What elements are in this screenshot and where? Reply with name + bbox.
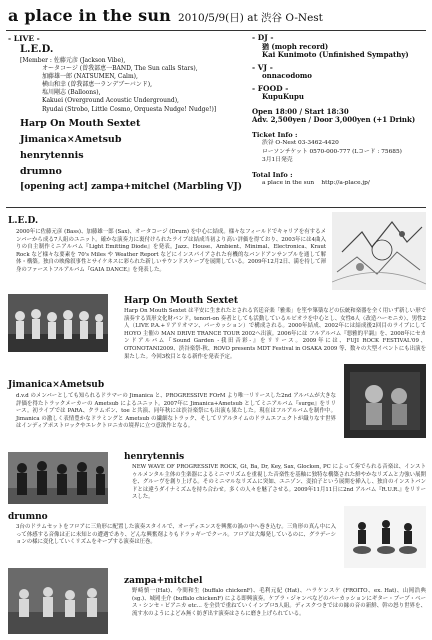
- total-info-heading: Total Info :: [252, 170, 293, 179]
- bio-zampa-title: zampa+mitchel: [124, 576, 203, 586]
- header-rule: [6, 30, 426, 31]
- bio-led-text: 2000年に佐藤元彦 (Bass)、加藤雄一郎 (Sax)、オータコージ (Drum) を中心に結成。様々なフィールドでキャリアを有するメンバーから成る7人組のユニット。確かな演奏力に裏付けられたライブは結成当初より高い評価を得ており、2003年には4曲入りの自主制作ミニアルバム『Light Emitting Diode』を発表。Jazz、House、Ambient、Minimal、Electronica、Kraut Rock など様々な要素を 70's Miles や Weather Report などにインスパイアされた有機的なバンドアンサンブルを通して解体・構築。独自の映像叙事性とサイケネスに彩られた新しいサウンドスケープを展開している。2009年12月2日、満を持して渾身のファーストフルアルバム『GAIA DANCE』を発表した。: [16, 229, 326, 273]
- vj-heading: - VJ -: [252, 62, 273, 72]
- led-photo: [332, 212, 426, 290]
- led-members: [20, 57, 236, 114]
- bio-drumno-text: 3台のドラムセットをフロアに三角形に配置した演奏スタイルで、オーディエンスを興奮の渦の中へ巻き込む。三角形の真ん中に入って体感する音像は正に未知との遭遇であり、どんな興奮剤よりもドラッギーでクール。フロアは大爆発しているのに、グラデーションの様に変化していくリズムをキープする演奏は圧巻。: [16, 524, 336, 546]
- bio-harp-text: Harp On Mouth Sextet は平安に生まれたとされる宮廷音楽「雅楽」を笙や篳篥などの伝統和楽器を全く用いず新しい形で演奏する異形文化財バンド。tenori-on 奏者としても活動しているルビオラを中心とし、女性6人（改造ハーモニカ）、男性2人（LIVE P.A.+リアリオマン、パーカッション）で構成される。2000年結成、2002年には結成後2回目のライブにして HOYO 主催の MAN DRIVE TRANCE TOUR 2002へ出演。2006年には フルアルバム『悪雅的平調』を、2008年にセカンドアルバム『Sound Garden -我田音彩-』をリリース。2009年には、FUJI ROCK FESTIVAL'09、OTONOTANI2009、渋谷楽祭-秋、ROVO presents MDT Festival in OSAKA 2009 等、数々の大型イベントにも出演を果たした。今回3枚目となる新作を発表予定。: [124, 308, 426, 360]
- live-heading: - LIVE -: [8, 34, 40, 43]
- right-info-column: [252, 34, 428, 188]
- led-member-line: 塩川剛志 (Balloons),: [42, 89, 101, 97]
- led-member-line: 横山和幸 (曽我部恵一ランデブーバンド),: [42, 81, 153, 89]
- food-entry: KupuKupu: [262, 92, 305, 101]
- ticket-line: 3月1日発売: [262, 157, 293, 163]
- lineup-harp: Harp On Mouth Sextet: [20, 118, 141, 129]
- event-title: a place in the sun: [8, 6, 171, 25]
- vj-entry: onnacodomo: [262, 71, 312, 80]
- henrytennis-photo: [8, 452, 108, 504]
- total-info-line: a place in the sun http://a-place.jp/: [262, 180, 370, 186]
- lineup-jimanica: Jimanica×Ametsub: [20, 134, 122, 145]
- lineup-drumno: drumno: [20, 166, 62, 177]
- lineup-opening-act: [opening act] zampa+mitchel (Marbling VJ): [20, 182, 242, 192]
- bio-led-title: L.E.D.: [8, 216, 39, 226]
- section-rule: [6, 207, 426, 208]
- drumno-photo: [344, 506, 426, 568]
- bio-henrytennis-text: NEW WAVE OF PROGRESSIVE ROCK, Gt, Ba, Dr, Key, Sax, Glocken, PC によって奏でられる音楽は、インストゥルメンタル主体の生楽器によるミニマリズムを重視した音楽性を基軸に独特な構築された鮮やかなリズムと力強い展開を、グルーヴを創り上げる。そのミニマルなリズムに突如、ユニゾン、変拍子という展開を挿入し、独自のインストバンドとは違うダイナミズムを持ち合わせ。多くの人々を魅了させる。2009年11月11日に2nd アルバム『R.U.R.』をリリースした。: [132, 464, 426, 501]
- bio-harp-title: Harp On Mouth Sextet: [124, 296, 238, 306]
- bio-henrytennis-title: henrytennis: [124, 452, 185, 462]
- led-member-line: 加藤雄一郎 (NATSUMEN, Calm),: [42, 73, 138, 81]
- open-start-time: Open 18:00 / Start 18:30: [252, 106, 349, 116]
- event-date-venue: 2010/5/9(日) at 渋谷 O-Nest: [178, 12, 323, 24]
- dj-entry: 猶 (moph record): [262, 41, 329, 51]
- led-member-line: Ryudai (Strobo, Little Cosmo, Orquesta Nudge! Nudge!)]: [42, 105, 217, 113]
- food-heading: - FOOD -: [252, 83, 289, 93]
- ticket-line: ローソンチケット 0570-000-777 (Lコード : 75685): [262, 148, 402, 155]
- led-member-line: オータコージ (曽我部恵一BAND, The Sun calls Stars),: [42, 65, 198, 73]
- bio-zampa-text: 野崎慎一(Hat)、今間和生 (buffalo chickenF)、毛利元紀 (Hat)、ハラケンスケ (FROITO、ex. Hat)、山岡浩典 (sg.)、城岡圭介 (buffalo chickenF) による即興演奏。ケブラ・ジャンベなどのパーカッションにギター・ブーブ・ベース・シンセ・ピアニカ etc... を全員で重ねていくインプロ5人組。ディスクつきではの縁の音の新鮮、幹の怒り世界を、流す水のようによどみ無く紡ぎ出す演奏はさらに磨き上げられている。: [132, 588, 426, 617]
- led-member-line: [Member : 佐藤元彦 (Jackson Vibe),: [20, 57, 126, 64]
- zampa-photo: [8, 568, 108, 634]
- led-member-line: Kakuei (Overground Acoustic Underground),: [42, 97, 179, 105]
- bio-jimanica-text: d.v.d のメンバーとしても知られるドラマーの Jimanica と、PROGRESSIVE FOrM より唯一リリースした2nd アルバムが大きな評価を得たトラックメーカーの Ametsub によるユニット。2007年に Jimanica+Ametsub としてミニアルバム『surge』をリリース。初ライブでは PARA、クラムボン、toe と共演、同年秋には渋谷楽祭にも出演も果たした。現在はフルアルバムを制作中。Jimanica の激しく表情豊かなドラミングと Ametsub の繊細なトラック、そしてリアルタイムのドラムエフェクトが織りなす世界はインディアポストロックやエレクトロニカの境界に立つ意欲作となる。: [16, 393, 336, 430]
- ticket-line: 渋谷 O-Nest 03-3462-4420: [262, 140, 339, 146]
- bio-jimanica-title: Jimanica×Ametsub: [8, 380, 105, 390]
- ticket-info-heading: Ticket Info :: [252, 130, 298, 139]
- bio-drumno-title: drumno: [8, 512, 48, 522]
- dj-heading: - DJ -: [252, 33, 274, 42]
- jimanica-photo: [344, 364, 426, 438]
- dj-entry: Kai Kunimoto (Unfinished Sympathy): [262, 50, 409, 59]
- lineup-henrytennis: henrytennis: [20, 150, 84, 161]
- harp-photo: [8, 294, 108, 352]
- lineup-led: L.E.D.: [20, 44, 54, 55]
- ticket-price: Adv. 2,500yen / Door 3,000yen (+1 Drink): [252, 115, 416, 124]
